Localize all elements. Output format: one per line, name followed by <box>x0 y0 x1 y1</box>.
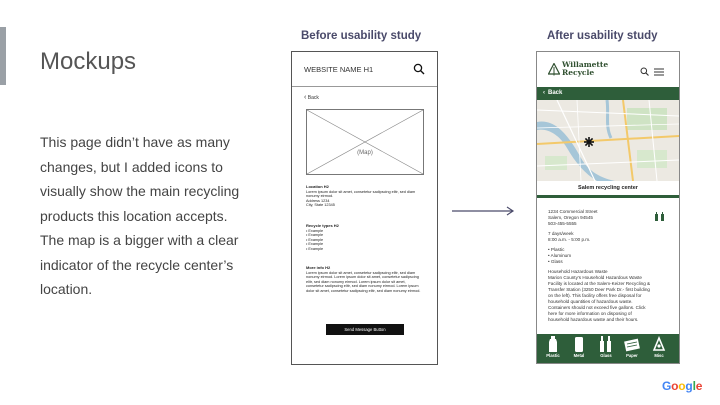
open-hours: 8:00 a.m. - 5:00 p.m. <box>548 237 591 242</box>
google-letter: l <box>692 379 696 393</box>
bottles-icon <box>654 212 666 221</box>
after-mockup <box>536 51 680 364</box>
footer-item-glass[interactable] <box>594 336 618 358</box>
google-letter: o <box>678 379 686 393</box>
metal-can-icon <box>572 336 586 352</box>
wire-back-label: Back <box>307 95 319 101</box>
after-heading: After usability study <box>547 30 658 42</box>
misc-icon <box>652 336 666 352</box>
wire-more-body: Lorem ipsum dolor sit amet, consetetur sadipscing elitr, sed diam nonumy eirmod. Lorem ipsum dolor sit amet, consetetur sadipscing elitr, sed diam nonumy eirmod. Lorem ipsum dolor sit amet, consetetur sadipscing elitr, sed diam nonumy eirmod. Lorem ipsum dolor sit amet, consetetur sadipscing elitr, sed diam nonumy eirmod. <box>306 270 421 293</box>
footer-label: Plastic <box>546 353 560 358</box>
footer-item-plastic[interactable] <box>541 336 565 358</box>
recycle-tree-logo-icon <box>548 63 560 76</box>
wire-site-name: WEBSITE NAME H1 <box>304 65 374 74</box>
before-wireframe <box>291 51 438 365</box>
wire-address: Address 1234 <box>306 198 330 203</box>
slide-title: Mockups <box>40 48 137 75</box>
center-info <box>548 209 653 327</box>
map-placeholder-label: (Map) <box>357 150 373 156</box>
list-item: • Example <box>306 246 324 251</box>
chevron-left-icon: ‹ <box>543 90 545 96</box>
search-icon[interactable] <box>640 67 649 76</box>
footer-label: Misc <box>654 353 664 358</box>
street-map-icon <box>537 100 679 181</box>
send-message-button[interactable]: Send Message Button <box>326 324 404 335</box>
google-logo <box>662 379 702 393</box>
brand-logo-line1: Willamette <box>562 60 609 69</box>
phone-number[interactable]: 503-455-5555 <box>548 221 577 226</box>
hazard-heading: Household Hazardous Waste <box>548 269 608 274</box>
list-item: • Example <box>306 242 324 247</box>
brand-logo[interactable] <box>562 61 608 76</box>
list-item: • Example <box>306 237 324 242</box>
footer-label: Metal <box>573 353 585 358</box>
wire-recycle-section <box>306 224 422 252</box>
wire-more-section <box>306 266 422 294</box>
wire-more-heading: More info H2 <box>306 265 331 270</box>
hazard-body: Marion County’s Household Hazardous Waste Facility is located at the Salem-Keizer Recycling & Transfer Station (3250 Deer Park Dr.- first building on the left). This facility offers free disposal for household quantities of hazardous waste. Containers should not exceed five gallons. Click here for more information on disposing of household hazardous waste and their hours. <box>548 275 651 322</box>
footer-item-paper[interactable] <box>620 336 644 358</box>
address-line2: Salem, Oregon 94545 <box>548 215 593 220</box>
list-item: • Plastic <box>548 247 565 252</box>
search-icon[interactable] <box>413 63 425 75</box>
mockup-header <box>537 52 679 87</box>
list-item: • Example <box>306 228 324 233</box>
google-letter: G <box>662 379 672 393</box>
paper-icon <box>624 336 640 352</box>
chevron-left-icon: ‹ <box>304 94 307 101</box>
map-view[interactable] <box>537 100 679 181</box>
google-letter: g <box>685 379 693 393</box>
google-letter: e <box>695 379 703 393</box>
center-name: Salem recycling center <box>537 181 679 198</box>
plastic-bottle-icon <box>546 336 560 352</box>
map-placeholder-cross-icon <box>307 110 423 174</box>
footer-label: Paper <box>626 353 638 358</box>
wire-back-link[interactable] <box>304 94 319 101</box>
footer-item-metal[interactable] <box>567 336 591 358</box>
accent-bar <box>0 27 6 85</box>
brand-logo-line2: Recycle <box>562 67 595 77</box>
wire-recycle-heading: Recycle types H2 <box>306 223 339 228</box>
wire-location-body: Lorem ipsum dolor sit amet, consetetur sadipscing elitr, sed diam nonumy eirmod. <box>306 189 416 199</box>
wire-location-section <box>306 185 422 208</box>
footer-item-misc[interactable] <box>647 336 671 358</box>
list-item: • Aluminum <box>548 253 572 258</box>
hamburger-menu-icon[interactable] <box>654 68 664 76</box>
list-item: • Example <box>306 233 324 238</box>
open-days: 7 days/week <box>548 231 574 236</box>
back-bar[interactable] <box>537 87 679 100</box>
list-item: • Glass <box>548 259 563 264</box>
back-label: Back <box>548 90 563 96</box>
wire-city: City, State 12345 <box>306 203 335 208</box>
footer-label: Glass <box>600 353 612 358</box>
wire-header <box>292 52 437 87</box>
before-heading: Before usability study <box>301 30 422 42</box>
google-letter: o <box>671 379 679 393</box>
wire-location-heading: Location H2 <box>306 184 329 189</box>
slide-description: This page didn’t have as many changes, but I added icons to visually show the main recycling products this location accepts. The map is a bigger with a clear indicator of the recycle center’s location. <box>40 134 240 297</box>
address-line1: 1234 Commercial Street <box>548 209 598 214</box>
map-placeholder <box>306 109 424 175</box>
arrow-right-icon <box>452 206 516 216</box>
glass-bottle-icon <box>599 336 613 352</box>
recycle-types-footer <box>537 334 679 363</box>
